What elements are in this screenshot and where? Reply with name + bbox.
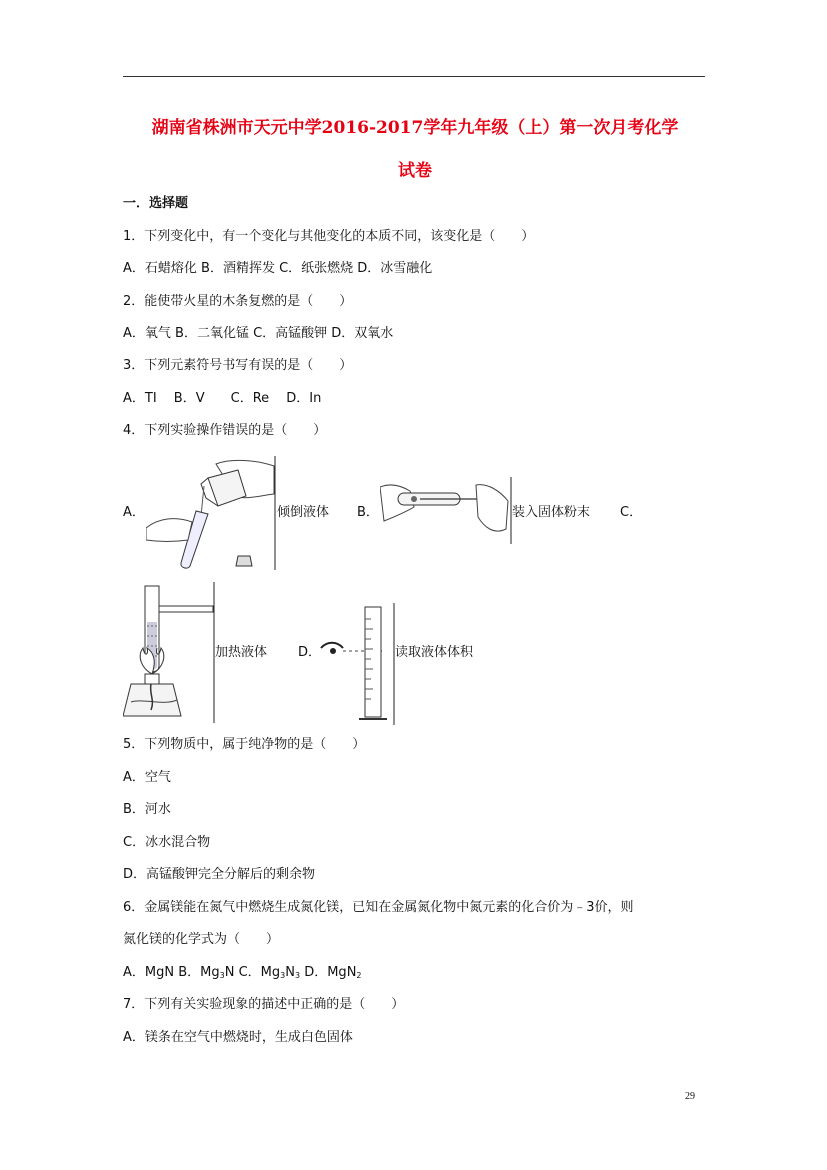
question-3-options: A．TI B．V C．Re D．In	[123, 391, 322, 406]
question-1-stem: 1．下列变化中，有一个变化与其他变化的本质不同，该变化是（ ）	[123, 229, 535, 244]
question-2-options: A．氧气 B．二氧化锰 C．高锰酸钾 D．双氧水	[123, 326, 394, 341]
q6-option-b-subscript: 3	[219, 971, 225, 980]
q6-option-d-middle: N	[346, 965, 357, 980]
reading-volume-figure	[315, 603, 395, 725]
q6-option-c-subscript-2: 3	[294, 971, 301, 980]
heating-liquid-figure	[123, 582, 215, 723]
document-title-line2: 试卷	[398, 161, 432, 181]
option-c-label: C．	[620, 505, 643, 520]
q6-option-c-middle: N	[285, 965, 295, 980]
option-a-caption: 倾倒液体	[277, 505, 330, 520]
option-a-label: A．	[123, 505, 145, 520]
q6-option-a: A．MgN	[123, 965, 175, 980]
q6-option-b-prefix: B．Mg	[174, 965, 220, 980]
question-6-stem-line2: 氮化镁的化学式为（ ）	[123, 932, 280, 947]
question-6-stem-line1: 6．金属镁能在氮气中燃烧生成氮化镁，已知在金属氮化物中氮元素的化合价为﹣3价，则	[123, 900, 634, 915]
document-title-line1: 湖南省株洲市天元中学2016-2017学年九年级（上）第一次月考化学	[151, 118, 679, 138]
option-b-label: B．	[357, 505, 379, 520]
question-5-option-b: B．河水	[123, 802, 171, 817]
q6-option-d-subscript: 2	[356, 971, 362, 980]
q6-option-c-prefix: C．Mg	[234, 965, 281, 980]
option-d-caption: 读取液体体积	[395, 645, 474, 660]
q6-option-d-prefix: D．Mg	[300, 965, 347, 980]
question-3-stem: 3．下列元素符号书写有误的是（ ）	[123, 358, 353, 373]
question-5-option-a: A．空气	[123, 770, 171, 785]
q6-option-c-subscript-1: 3	[280, 971, 286, 980]
question-5-option-d: D．高锰酸钾完全分解后的剩余物	[123, 867, 316, 882]
option-b-caption: 装入固体粉末	[512, 505, 591, 520]
pouring-liquid-figure	[146, 456, 276, 570]
question-5-option-c: C．冰水混合物	[123, 835, 211, 850]
header-rule	[123, 76, 705, 77]
question-5-stem: 5．下列物质中，属于纯净物的是（ ）	[123, 737, 366, 752]
question-2-stem: 2．能使带火星的木条复燃的是（ ）	[123, 294, 353, 309]
adding-solid-powder-figure	[380, 477, 512, 544]
question-6-options	[123, 965, 362, 984]
option-d-label: D．	[298, 645, 322, 660]
section-heading: 一．选择题	[123, 196, 189, 211]
question-7-option-a: A．镁条在空气中燃烧时，生成白色固体	[123, 1030, 353, 1045]
page-number: 29	[685, 1091, 695, 1102]
q6-option-b-suffix: N	[224, 965, 235, 980]
question-7-stem: 7．下列有关实验现象的描述中正确的是（ ）	[123, 997, 405, 1012]
question-4-stem: 4．下列实验操作错误的是（ ）	[123, 423, 327, 438]
option-c-caption: 加热液体	[215, 645, 268, 660]
question-1-options: A．石蜡熔化 B．酒精挥发 C．纸张燃烧 D．冰雪融化	[123, 261, 433, 276]
